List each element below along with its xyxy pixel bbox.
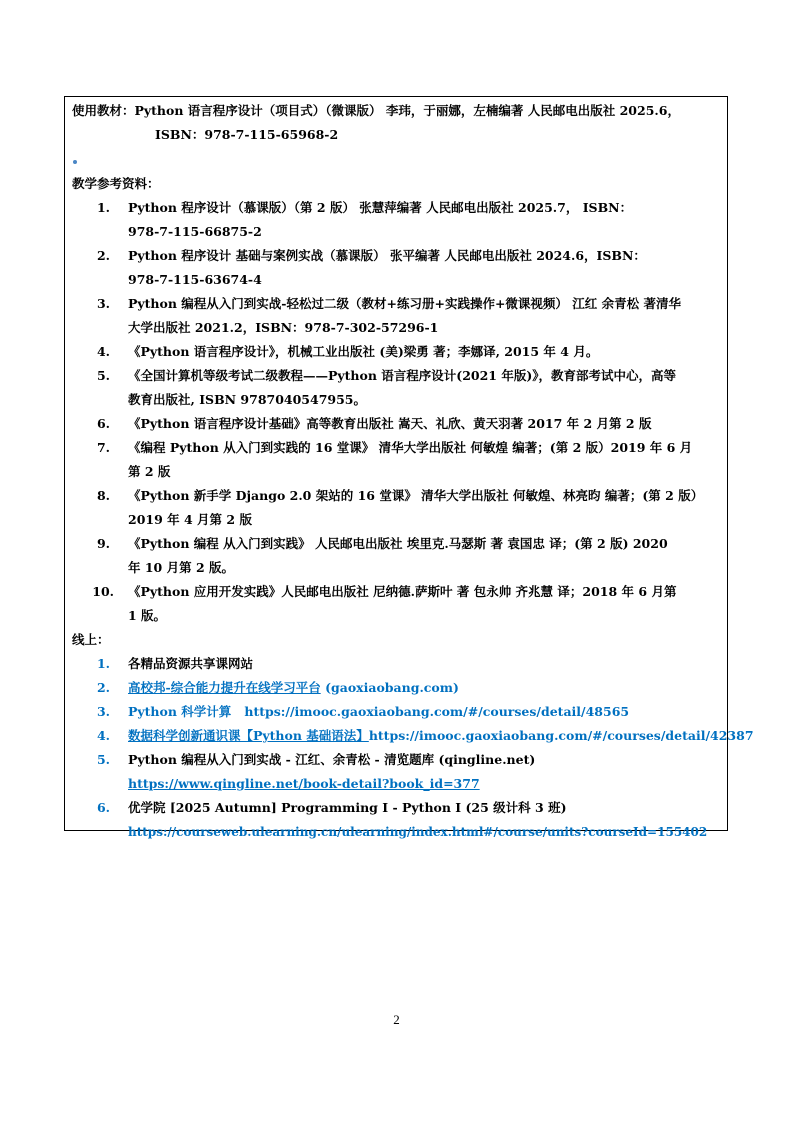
ref-item-cont: 978-7-115-63674-4 bbox=[128, 272, 262, 287]
online-number: 4. bbox=[96, 728, 110, 743]
ref-number: 8. bbox=[96, 488, 110, 503]
ref-item-cont: 教育出版社, ISBN 9787040547955。 bbox=[128, 392, 366, 407]
ref-number: 3. bbox=[96, 296, 110, 311]
ref-number: 2. bbox=[96, 248, 110, 263]
ref-item-cont: 第 2 版 bbox=[128, 464, 171, 479]
bullet-dot-icon bbox=[73, 160, 77, 164]
textbook-isbn: ISBN：978-7-115-65968-2 bbox=[155, 127, 339, 142]
ref-item: 《编程 Python 从入门到实践的 16 堂课》 清华大学出版社 何敏煌 编著；(第 2 版）2019 年 6 月 bbox=[128, 440, 693, 455]
online-item bbox=[128, 704, 629, 720]
online-number: 5. bbox=[96, 752, 110, 767]
ref-item: Python 程序设计 基础与案例实战（慕课版） 张平编著 人民邮电出版社 2024.6，ISBN： bbox=[128, 248, 646, 263]
ref-item-cont: 年 10 月第 2 版。 bbox=[128, 560, 234, 575]
ref-number: 4. bbox=[96, 344, 110, 359]
python-science-link[interactable]: https://imooc.gaoxiaobang.com/#/courses/detail/48565 bbox=[244, 704, 630, 719]
ref-item: 《全国计算机等级考试二级教程——Python 语言程序设计(2021 年版)》，教育部考试中心，高等 bbox=[128, 368, 677, 383]
ulearning-link[interactable]: https://courseweb.ulearning.cn/ulearning/index.html#/course/units?courseId=155402 bbox=[128, 825, 708, 839]
ref-number: 10. bbox=[92, 584, 114, 599]
ref-item-cont: 1 版。 bbox=[128, 608, 167, 623]
data-science-link[interactable]: 数据科学创新通识课【Python 基础语法】 bbox=[128, 728, 369, 743]
ref-item: 《Python 语言程序设计基础》高等教育出版社 嵩天、礼欣、黄天羽著 2017 年 2 月第 2 版 bbox=[128, 416, 652, 431]
online-heading: 线上： bbox=[72, 632, 110, 647]
ref-number: 5. bbox=[96, 368, 110, 383]
ref-item-cont: 2019 年 4 月第 2 版 bbox=[128, 512, 252, 527]
online-item bbox=[128, 728, 754, 744]
data-science-url[interactable]: https://imooc.gaoxiaobang.com/#/courses/detail/42387 bbox=[368, 728, 754, 743]
refs-heading: 教学参考资料： bbox=[72, 176, 160, 191]
gaoxiaobang-domain: (gaoxiaobang.com) bbox=[325, 680, 459, 695]
ref-item-cont: 大学出版社 2021.2，ISBN：978-7-302-57296-1 bbox=[128, 320, 439, 335]
online-number: 3. bbox=[96, 704, 110, 719]
online-item: 各精品资源共享课网站 bbox=[128, 656, 254, 671]
online-item: Python 编程从入门到实战 - 江红、余青松 - 清览题库 (qingline.net) bbox=[128, 752, 536, 767]
page-number: 2 bbox=[393, 1012, 400, 1027]
online-item bbox=[128, 680, 459, 696]
ref-item: 《Python 编程 从入门到实践》 人民邮电出版社 埃里克.马瑟斯 著 袁国忠 译；(第 2 版) 2020 bbox=[128, 536, 668, 551]
ref-item: 《Python 应用开发实践》人民邮电出版社 尼纳德.萨斯叶 著 包永帅 齐兆慧 译；2018 年 6 月第 bbox=[128, 584, 677, 599]
ref-number: 1. bbox=[96, 200, 110, 215]
gaoxiaobang-link[interactable]: 高校邦-综合能力提升在线学习平台 bbox=[128, 680, 321, 695]
online-number: 6. bbox=[96, 800, 110, 815]
ref-number: 6. bbox=[96, 416, 110, 431]
ref-item-cont: 978-7-115-66875-2 bbox=[128, 224, 262, 239]
online-item: 优学院 [2025 Autumn] Programming I - Python I (25 级计科 3 班) bbox=[128, 800, 567, 815]
ref-number: 9. bbox=[96, 536, 110, 551]
textbook-line: 使用教材：Python 语言程序设计（项目式）（微课版） 李玮，于丽娜，左楠编著 人民邮电出版社 2025.6， bbox=[72, 103, 680, 118]
ref-item: 《Python 新手学 Django 2.0 架站的 16 堂课》 清华大学出版社 何敏煌、林亮昀 编著；(第 2 版） bbox=[128, 488, 704, 503]
ref-number: 7. bbox=[96, 440, 110, 455]
online-number: 1. bbox=[96, 656, 110, 671]
ref-item: Python 程序设计（慕课版）（第 2 版） 张慧萍编著 人民邮电出版社 2025.7， ISBN： bbox=[128, 200, 633, 215]
ref-item: 《Python 语言程序设计》，机械工业出版社 (美)梁勇 著；李娜译, 2015 年 4 月。 bbox=[128, 344, 599, 359]
ref-item: Python 编程从入门到实战-轻松过二级（教材+练习册+实践操作+微课视频） 江红 余青松 著清华 bbox=[128, 296, 681, 311]
qingline-link[interactable]: https://www.qingline.net/book-detail?book_id=377 bbox=[128, 776, 480, 791]
online-number: 2. bbox=[96, 680, 110, 695]
python-science-label: Python 科学计算 bbox=[128, 704, 232, 719]
